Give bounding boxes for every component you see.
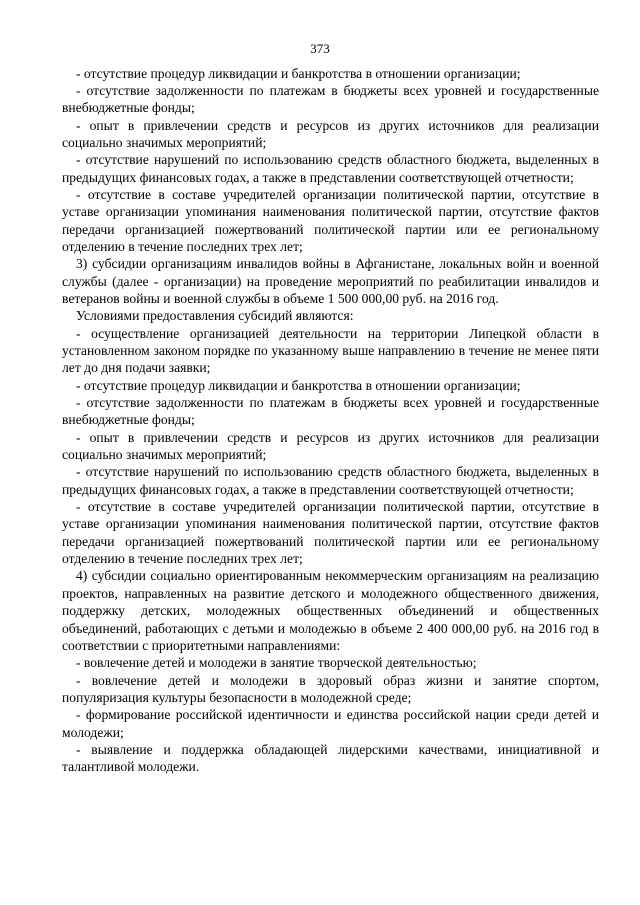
paragraph: - опыт в привлечении средств и ресурсов из других источников для реализации социально значимых мероприятий; [62,117,599,150]
paragraph: - отсутствие нарушений по использованию средств областного бюджета, выделенных в предыдущих финансовых годах, а также в представлении соответствующей отчетности; [62,464,599,497]
document-body [62,65,599,776]
paragraph: Условиями предоставления субсидий являются: [76,308,354,324]
paragraph: - осуществление организацией деятельности на территории Липецкой области в установленном законом порядке по указанному выше направлению в течение не менее пяти лет до дня подачи заявки; [62,325,599,376]
paragraph: - вовлечение детей и молодежи в здоровый образ жизни и занятие спортом, популяризация культуры безопасности в молодежной среде; [62,672,599,705]
paragraph: - выявление и поддержка обладающей лидерскими качествами, инициативной и талантливой молодежи. [62,741,599,775]
paragraph: - вовлечение детей и молодежи в занятие творческой деятельностью; [76,655,477,671]
paragraph: - опыт в привлечении средств и ресурсов из других источников для реализации социально значимых мероприятий; [62,429,599,463]
paragraph: 4) субсидии социально ориентированным некоммерческим организациям на реализацию проектов, направленных на развитие детского и молодежного общественного движения, поддержку детских, молодежных общественных объединений и общественных объединений, работающих с детьми и молодежью в объеме 2 400 000,00 руб. на 2016 год в соответствии с приоритетными направлениями: [62,568,599,653]
paragraph: - отсутствие задолженности по платежам в бюджеты всех уровней и государственные внебюджетные фонды; [62,395,599,428]
paragraph: - отсутствие в составе учредителей организации политической партии, отсутствие в уставе организации упоминания наименования политической партии, отсутствие фактов передачи организацией пожертвований политической партии или ее региональному отделению в течение последних трех лет; [62,499,599,567]
paragraph: - отсутствие нарушений по использованию средств областного бюджета, выделенных в предыдущих финансовых годах, а также в представлении соответствующей отчетности; [62,152,599,185]
paragraph: - отсутствие процедур ликвидации и банкротства в отношении организации; [76,65,521,81]
paragraph: - формирование российской идентичности и единства российской нации среди детей и молодежи; [62,707,599,740]
page-number: 373 [310,41,330,56]
paragraph: 3) субсидии организациям инвалидов войны в Афганистане, локальных войн и военной службы (далее - организации) на проведение мероприятий по реабилитации инвалидов и ветеранов войны и военной службы в объеме 1 500 000,00 руб. на 2016 год. [62,256,599,306]
paragraph: - отсутствие задолженности по платежам в бюджеты всех уровней и государственные внебюджетные фонды; [62,82,599,116]
paragraph: - отсутствие процедур ликвидации и банкротства в отношении организации; [76,377,521,393]
paragraph: - отсутствие в составе учредителей организации политической партии, отсутствие в уставе организации упоминания наименования политической партии, отсутствие фактов передачи организацией пожертвований политической партии или ее региональному отделению в течение последних трех лет; [62,186,599,254]
